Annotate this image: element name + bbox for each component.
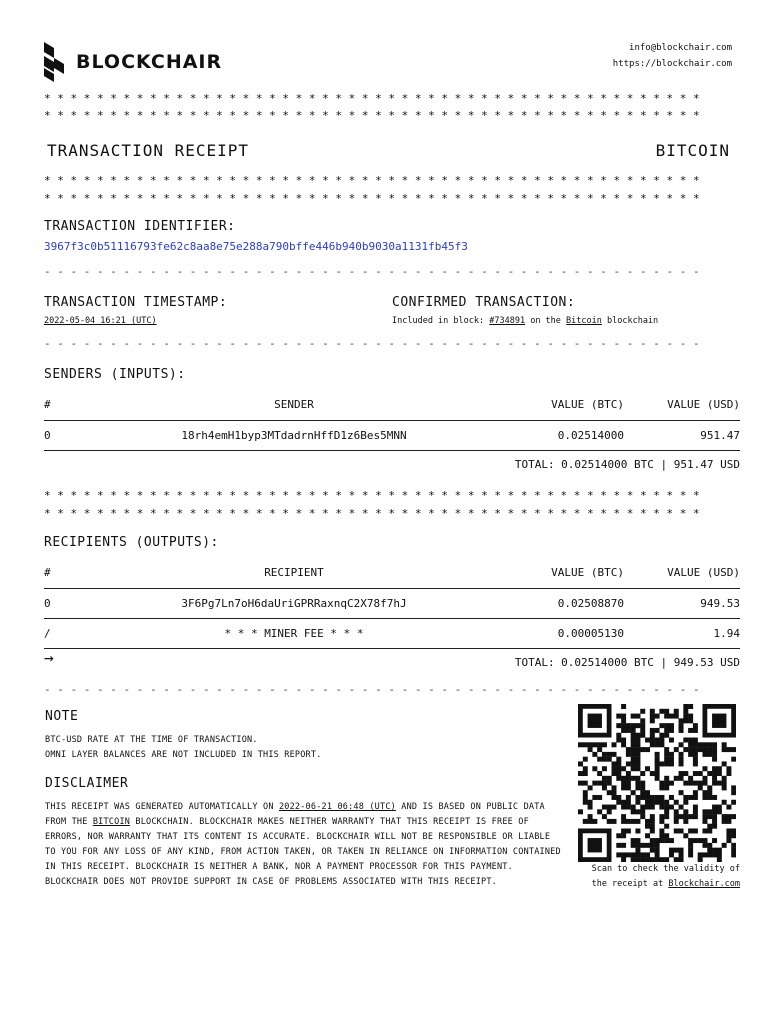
confirmed-suffix: blockchain (607, 316, 659, 326)
sender-address-link[interactable]: 18rh4emH1byp3MTdadrnHffD1z6Bes5MNN (114, 420, 474, 450)
table-header-row (44, 558, 740, 588)
row-value-usd: 949.53 (624, 588, 740, 618)
star-separator: * * * * * * * * * * * * * * * * * * * * * * * * * * * * * * * * * * * * * * * * * * * * * * * * * * (44, 508, 700, 520)
note-body (45, 733, 322, 763)
blockchair-logo-icon (42, 42, 66, 82)
row-value-btc: 0.00005130 (474, 618, 624, 648)
col-value-btc: VALUE (BTC) (474, 390, 624, 420)
row-value-usd: 951.47 (624, 420, 740, 450)
chain-link[interactable]: Bitcoin (566, 316, 602, 326)
star-separator: * * * * * * * * * * * * * * * * * * * * * * * * * * * * * * * * * * * * * * * * * * * * * * * * * * (44, 175, 700, 187)
note-line: OMNI LAYER BALANCES ARE NOT INCLUDED IN THIS REPORT. (45, 750, 322, 760)
chain-name: BITCOIN (655, 141, 730, 160)
dash-separator: - - - - - - - - - - - - - - - - - - - - - - - - - - - - - - - - - - - - - - - - - - - - - - - - - - (44, 684, 700, 696)
row-num: / (44, 618, 114, 648)
contact-email[interactable]: info@blockchair.com (629, 43, 732, 53)
senders-title: SENDERS (INPUTS): (44, 367, 186, 382)
disclaimer-part1: THIS RECEIPT WAS GENERATED AUTOMATICALLY ON (45, 802, 279, 812)
recipient-address-link[interactable]: 3F6Pg7Ln7oH6daUriGPRRaxnqC2X78f7hJ (114, 588, 474, 618)
identifier-label: TRANSACTION IDENTIFIER: (44, 219, 236, 234)
receipt-title: TRANSACTION RECEIPT (47, 141, 250, 160)
col-num: # (44, 390, 114, 420)
timestamp-value[interactable]: 2022-05-04 16:21 (UTC) (44, 316, 157, 326)
arrow-right-icon: → (44, 648, 54, 667)
star-separator: * * * * * * * * * * * * * * * * * * * * * * * * * * * * * * * * * * * * * * * * * * * * * * * * * * (44, 110, 700, 122)
disclaimer-part3: BLOCKCHAIN. BLOCKCHAIR MAKES NEITHER WARRANTY THAT THIS RECEIPT IS FREE OF ERRORS, NOR WARRANTY THAT ITS CONTENT IS ACCURATE. BLOCKCHAIR WILL NOT BE RESPONSIBLE OR LIABLE TO YOU FOR ANY LOSS OF ANY KIND, FROM ACTION TAKEN, OR TAKEN IN RELIANCE ON INFORMATION CONTAINED IN THIS RECEIPT. BLOCKCHAIR IS NEITHER A BANK, NOR A PAYMENT PROCESSOR FOR THIS PAYMENT. BLOCKCHAIR DOES NOT PROVIDE SUPPORT IN CASE OF PROBLEMS ASSOCIATED WITH THIS RECEIPT. (45, 817, 561, 887)
star-separator: * * * * * * * * * * * * * * * * * * * * * * * * * * * * * * * * * * * * * * * * * * * * * * * * * * (44, 193, 700, 205)
confirmed-middle: on the (530, 316, 561, 326)
confirmed-details (392, 316, 658, 326)
timestamp-label: TRANSACTION TIMESTAMP: (44, 295, 228, 310)
dash-separator: - - - - - - - - - - - - - - - - - - - - - - - - - - - - - - - - - - - - - - - - - - - - - - - - - - (44, 338, 700, 350)
qr-caption-line2 (574, 877, 740, 892)
confirmed-prefix: Included in block: (392, 316, 485, 326)
row-value-usd: 1.94 (624, 618, 740, 648)
note-title: NOTE (45, 709, 79, 724)
table-row (44, 618, 740, 648)
col-sender: SENDER (114, 390, 474, 420)
confirmed-label: CONFIRMED TRANSACTION: (392, 295, 576, 310)
note-line: BTC-USD RATE AT THE TIME OF TRANSACTION. (45, 735, 258, 745)
qr-caption (574, 862, 740, 892)
brand-name: BLOCKCHAIR (76, 51, 223, 73)
brand-logo[interactable] (42, 42, 222, 82)
star-separator: * * * * * * * * * * * * * * * * * * * * * * * * * * * * * * * * * * * * * * * * * * * * * * * * * * (44, 490, 700, 502)
disclaimer-body (45, 800, 565, 890)
row-num: 0 (44, 588, 114, 618)
col-value-usd: VALUE (USD) (624, 558, 740, 588)
bitcoin-link[interactable]: BITCOIN (92, 817, 131, 827)
table-row (44, 420, 740, 450)
row-value-btc: 0.02514000 (474, 420, 624, 450)
blockchair-link[interactable]: Blockchair.com (668, 879, 740, 889)
block-link[interactable]: #734891 (489, 316, 526, 326)
table-row (44, 588, 740, 618)
qr-caption-line: Scan to check the validity of (591, 864, 740, 874)
recipients-title: RECIPIENTS (OUTPUTS): (44, 535, 219, 550)
contact-block (613, 40, 732, 72)
dash-separator: - - - - - - - - - - - - - - - - - - - - - - - - - - - - - - - - - - - - - - - - - - - - - - - - - - (44, 266, 700, 278)
miner-fee-label: * * * MINER FEE * * * (114, 618, 474, 648)
col-num: # (44, 558, 114, 588)
recipients-total: TOTAL: 0.02514000 BTC | 949.53 USD (514, 656, 740, 669)
transaction-hash-link[interactable]: 3967f3c0b51116793fe62c8aa8e75e288a790bffe446b940b9030a1131fb45f3 (44, 240, 468, 253)
col-recipient: RECIPIENT (114, 558, 474, 588)
table-header-row (44, 390, 740, 420)
recipients-table (44, 558, 740, 649)
qr-caption-prefix: the receipt at (591, 879, 669, 889)
disclaimer-part2: AND IS BASED ON PUBLIC DATA FROM THE (45, 802, 545, 827)
senders-table (44, 390, 740, 451)
qr-code-icon[interactable] (578, 704, 736, 862)
col-value-usd: VALUE (USD) (624, 390, 740, 420)
star-separator: * * * * * * * * * * * * * * * * * * * * * * * * * * * * * * * * * * * * * * * * * * * * * * * * * * (44, 93, 700, 105)
disclaimer-title: DISCLAIMER (45, 776, 129, 791)
senders-total: TOTAL: 0.02514000 BTC | 951.47 USD (514, 458, 740, 471)
contact-website[interactable]: https://blockchair.com (612, 59, 732, 69)
row-num: 0 (44, 420, 114, 450)
col-value-btc: VALUE (BTC) (474, 558, 624, 588)
row-value-btc: 0.02508870 (474, 588, 624, 618)
generated-at-link[interactable]: 2022-06-21 06:48 (UTC) (278, 802, 396, 812)
